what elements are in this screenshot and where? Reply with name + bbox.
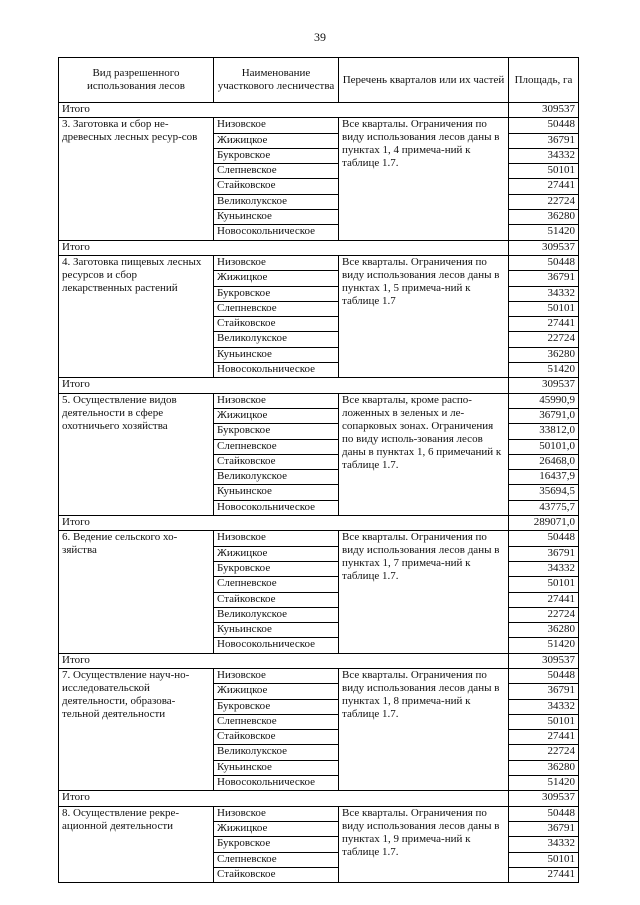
area-cell: 50101 bbox=[509, 164, 579, 179]
area-cell: 51420 bbox=[509, 225, 579, 240]
quarters-cell: Все кварталы. Ограничения по виду использования лесов даны в пунктах 1, 4 примеча-ний к таблице 1.7. bbox=[339, 118, 509, 240]
forestry-name-cell: Куньинское bbox=[214, 760, 339, 775]
table-row bbox=[59, 255, 579, 270]
table-row bbox=[59, 531, 579, 546]
forestry-name-cell: Букровское bbox=[214, 837, 339, 852]
forestry-name-cell: Букровское bbox=[214, 148, 339, 163]
forestry-name-cell: Жижицкое bbox=[214, 271, 339, 286]
area-cell: 50101 bbox=[509, 714, 579, 729]
use-kind-cell: 5. Осуществление видов деятельности в сфере охотничьего хозяйства bbox=[59, 393, 214, 515]
table-header-row bbox=[59, 58, 579, 103]
area-cell: 27441 bbox=[509, 867, 579, 882]
forestry-name-cell: Великолукское bbox=[214, 194, 339, 209]
quarters-cell: Все кварталы, кроме распо-ложенных в зеленых и ле-сопарковых зонах. Ограничения по виду исполь-зования лесов даны в пунктах 1, 6 примечаний к таблице 1.7. bbox=[339, 393, 509, 515]
area-cell: 36280 bbox=[509, 210, 579, 225]
forestry-name-cell: Низовское bbox=[214, 806, 339, 821]
area-cell: 50101 bbox=[509, 301, 579, 316]
use-kind-cell: 6. Ведение сельского хо-зяйства bbox=[59, 531, 214, 653]
forestry-name-cell: Новосокольническое bbox=[214, 500, 339, 515]
forestry-name-cell: Слепневское bbox=[214, 714, 339, 729]
total-row bbox=[59, 103, 579, 118]
area-cell: 27441 bbox=[509, 317, 579, 332]
area-cell: 22724 bbox=[509, 607, 579, 622]
area-cell: 36791 bbox=[509, 684, 579, 699]
area-cell: 36791,0 bbox=[509, 408, 579, 423]
forestry-name-cell: Слепневское bbox=[214, 164, 339, 179]
total-area: 309537 bbox=[509, 791, 579, 806]
forestry-name-cell: Низовское bbox=[214, 393, 339, 408]
total-area: 309537 bbox=[509, 103, 579, 118]
forestry-name-cell: Слепневское bbox=[214, 301, 339, 316]
area-cell: 51420 bbox=[509, 363, 579, 378]
forestry-name-cell: Куньинское bbox=[214, 623, 339, 638]
area-cell: 36280 bbox=[509, 760, 579, 775]
area-cell: 51420 bbox=[509, 638, 579, 653]
area-cell: 51420 bbox=[509, 776, 579, 791]
area-cell: 34332 bbox=[509, 561, 579, 576]
total-area: 289071,0 bbox=[509, 516, 579, 531]
forestry-name-cell: Стайковское bbox=[214, 592, 339, 607]
area-cell: 36791 bbox=[509, 271, 579, 286]
header-area: Площадь, га bbox=[509, 58, 579, 103]
area-cell: 50448 bbox=[509, 118, 579, 133]
area-cell: 50448 bbox=[509, 668, 579, 683]
forestry-name-cell: Великолукское bbox=[214, 745, 339, 760]
area-cell: 36280 bbox=[509, 623, 579, 638]
total-row bbox=[59, 378, 579, 393]
area-cell: 45990,9 bbox=[509, 393, 579, 408]
total-area: 309537 bbox=[509, 240, 579, 255]
table-row bbox=[59, 668, 579, 683]
forestry-name-cell: Букровское bbox=[214, 286, 339, 301]
page-number: 39 bbox=[314, 30, 326, 44]
area-cell: 50448 bbox=[509, 806, 579, 821]
forestry-name-cell: Новосокольническое bbox=[214, 363, 339, 378]
quarters-cell: Все кварталы. Ограничения по виду использования лесов даны в пунктах 1, 7 примеча-ний к таблице 1.7. bbox=[339, 531, 509, 653]
area-cell: 34332 bbox=[509, 699, 579, 714]
forestry-name-cell: Жижицкое bbox=[214, 546, 339, 561]
total-label: Итого bbox=[59, 103, 509, 118]
area-cell: 36791 bbox=[509, 546, 579, 561]
forestry-name-cell: Слепневское bbox=[214, 439, 339, 454]
area-cell: 16437,9 bbox=[509, 470, 579, 485]
total-label: Итого bbox=[59, 378, 509, 393]
use-kind-cell: 8. Осуществление рекре-ационной деятельности bbox=[59, 806, 214, 882]
area-cell: 34332 bbox=[509, 286, 579, 301]
area-cell: 27441 bbox=[509, 730, 579, 745]
area-cell: 50101 bbox=[509, 852, 579, 867]
forestry-name-cell: Жижицкое bbox=[214, 133, 339, 148]
forestry-name-cell: Слепневское bbox=[214, 852, 339, 867]
area-cell: 36791 bbox=[509, 821, 579, 836]
total-label: Итого bbox=[59, 653, 509, 668]
area-cell: 33812,0 bbox=[509, 424, 579, 439]
forestry-name-cell: Великолукское bbox=[214, 470, 339, 485]
forestry-name-cell: Низовское bbox=[214, 118, 339, 133]
area-cell: 43775,7 bbox=[509, 500, 579, 515]
forestry-name-cell: Букровское bbox=[214, 424, 339, 439]
area-cell: 27441 bbox=[509, 592, 579, 607]
area-cell: 50448 bbox=[509, 255, 579, 270]
area-cell: 34332 bbox=[509, 148, 579, 163]
forestry-name-cell: Низовское bbox=[214, 531, 339, 546]
forestry-name-cell: Стайковское bbox=[214, 179, 339, 194]
total-label: Итого bbox=[59, 516, 509, 531]
area-cell: 26468,0 bbox=[509, 454, 579, 469]
area-cell: 50101 bbox=[509, 577, 579, 592]
table-row bbox=[59, 806, 579, 821]
quarters-cell: Все кварталы. Ограничения по виду использования лесов даны в пунктах 1, 8 примеча-ний к таблице 1.7. bbox=[339, 668, 509, 790]
header-quarters: Перечень кварталов или их частей bbox=[339, 58, 509, 103]
total-area: 309537 bbox=[509, 653, 579, 668]
forestry-name-cell: Жижицкое bbox=[214, 821, 339, 836]
forestry-name-cell: Стайковское bbox=[214, 454, 339, 469]
forestry-name-cell: Букровское bbox=[214, 699, 339, 714]
total-row bbox=[59, 240, 579, 255]
forestry-name-cell: Новосокольническое bbox=[214, 225, 339, 240]
table-row bbox=[59, 118, 579, 133]
total-row bbox=[59, 653, 579, 668]
forestry-name-cell: Куньинское bbox=[214, 210, 339, 225]
forestry-name-cell: Стайковское bbox=[214, 867, 339, 882]
total-row bbox=[59, 516, 579, 531]
area-cell: 36791 bbox=[509, 133, 579, 148]
quarters-cell: Все кварталы. Ограничения по виду использования лесов даны в пунктах 1, 9 примеча-ний к таблице 1.7. bbox=[339, 806, 509, 882]
header-kind: Вид разрешенного использования лесов bbox=[59, 58, 214, 103]
use-kind-cell: 3. Заготовка и сбор не-древесных лесных ресур-сов bbox=[59, 118, 214, 240]
area-cell: 22724 bbox=[509, 194, 579, 209]
forestry-name-cell: Великолукское bbox=[214, 607, 339, 622]
forest-use-table bbox=[58, 57, 579, 883]
quarters-cell: Все кварталы. Ограничения по виду использования лесов даны в пунктах 1, 5 примеча-ний к таблице 1.7 bbox=[339, 255, 509, 377]
forestry-name-cell: Низовское bbox=[214, 668, 339, 683]
forestry-name-cell: Слепневское bbox=[214, 577, 339, 592]
area-cell: 36280 bbox=[509, 347, 579, 362]
forestry-name-cell: Куньинское bbox=[214, 485, 339, 500]
forestry-name-cell: Жижицкое bbox=[214, 684, 339, 699]
forestry-name-cell: Куньинское bbox=[214, 347, 339, 362]
forestry-name-cell: Букровское bbox=[214, 561, 339, 576]
forestry-name-cell: Новосокольническое bbox=[214, 638, 339, 653]
total-label: Итого bbox=[59, 240, 509, 255]
forestry-name-cell: Стайковское bbox=[214, 730, 339, 745]
area-cell: 27441 bbox=[509, 179, 579, 194]
forestry-name-cell: Низовское bbox=[214, 255, 339, 270]
forestry-name-cell: Новосокольническое bbox=[214, 776, 339, 791]
area-cell: 35694,5 bbox=[509, 485, 579, 500]
area-cell: 22724 bbox=[509, 745, 579, 760]
area-cell: 50448 bbox=[509, 531, 579, 546]
use-kind-cell: 4. Заготовка пищевых лесных ресурсов и сбор лекарственных растений bbox=[59, 255, 214, 377]
area-cell: 50101,0 bbox=[509, 439, 579, 454]
forestry-name-cell: Жижицкое bbox=[214, 408, 339, 423]
header-forestry: Наименование участкового лесничества bbox=[214, 58, 339, 103]
area-cell: 22724 bbox=[509, 332, 579, 347]
total-area: 309537 bbox=[509, 378, 579, 393]
use-kind-cell: 7. Осуществление науч-но-исследовательской деятельности, образова-тельной деятельности bbox=[59, 668, 214, 790]
total-label: Итого bbox=[59, 791, 509, 806]
forestry-name-cell: Великолукское bbox=[214, 332, 339, 347]
area-cell: 34332 bbox=[509, 837, 579, 852]
total-row bbox=[59, 791, 579, 806]
forestry-name-cell: Стайковское bbox=[214, 317, 339, 332]
table-row bbox=[59, 393, 579, 408]
